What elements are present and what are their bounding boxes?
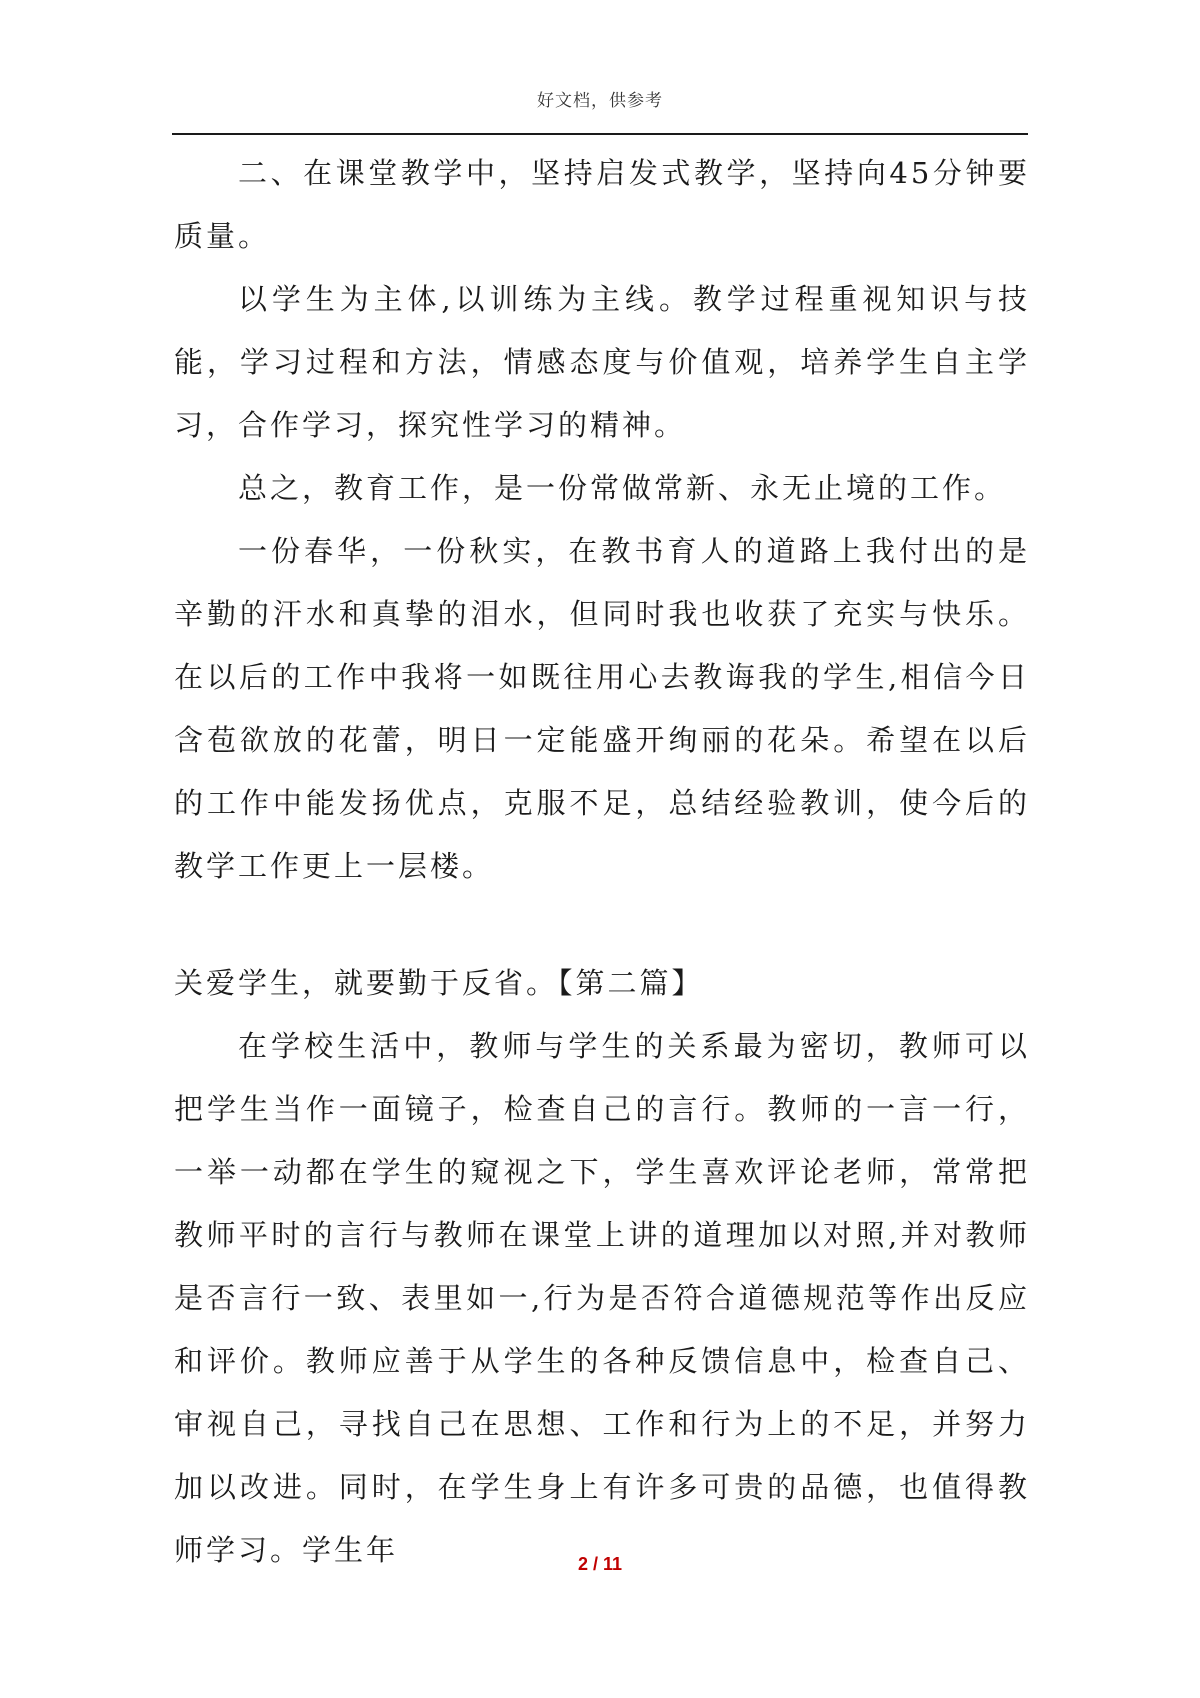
page-number: 2 / 11 [577, 1554, 623, 1574]
paragraph: 一份春华，一份秋实，在教书育人的道路上我付出的是辛勤的汗水和真挚的泪水，但同时我也收获了充实与快乐。在以后的工作中我将一如既往用心去教诲我的学生,相信今日含苞欲放的花蕾，明日一定能盛开绚丽的花朵。希望在以后的工作中能发扬优点，克服不足，总结经验教训，使今后的教学工作更上一层楼。 [174, 534, 1030, 883]
paragraph: 以学生为主体,以训练为主线。教学过程重视知识与技能，学习过程和方法，情感态度与价值观，培养学生自主学习，合作学习，探究性学习的精神。 [174, 282, 1030, 442]
page-header-text: 好文档，供参考 [537, 91, 663, 111]
document-body [174, 142, 1030, 1582]
section-spacer [174, 898, 1030, 952]
paragraph: 二、在课堂教学中，坚持启发式教学，坚持向45分钟要质量。 [174, 156, 1030, 253]
header-divider [172, 133, 1028, 135]
paragraph: 总之，教育工作，是一份常做常新、永无止境的工作。 [238, 471, 1007, 505]
paragraph: 在学校生活中，教师与学生的关系最为密切，教师可以把学生当作一面镜子，检查自己的言行。教师的一言一行，一举一动都在学生的窥视之下，学生喜欢评论老师，常常把教师平时的言行与教师在课堂上讲的道理加以对照,并对教师是否言行一致、表里如一,行为是否符合道德规范等作出反应和评价。教师应善于从学生的各种反馈信息中，检查自己、审视自己，寻找自己在思想、工作和行为上的不足，并努力加以改进。同时，在学生身上有许多可贵的品德，也值得教师学习。学生年 [174, 1029, 1030, 1567]
section-title: 关爱学生，就要勤于反省。【第二篇】 [174, 966, 704, 1000]
